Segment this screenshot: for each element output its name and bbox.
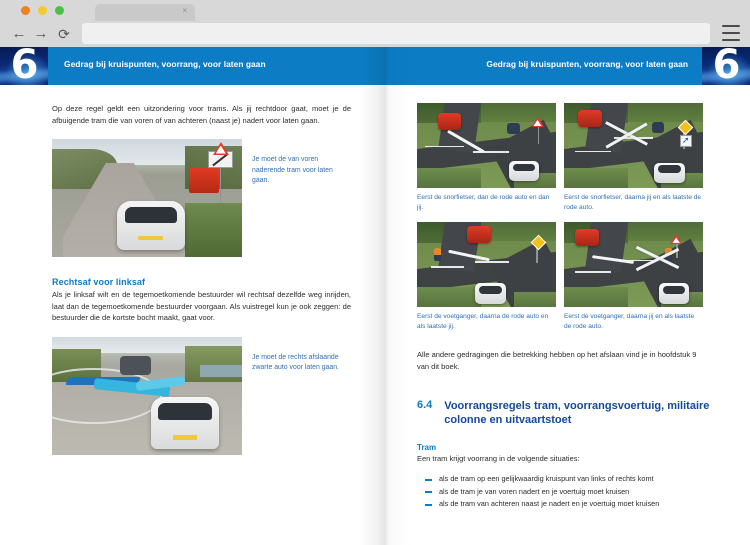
figure-caption-3-wrap: [417, 312, 556, 331]
red-car-icon: [467, 226, 491, 243]
browser-chrome: [0, 0, 750, 47]
white-car-icon: [654, 163, 685, 183]
section-number: 6.4: [417, 399, 433, 412]
chapter-number-right: 6: [712, 47, 740, 85]
list-item: als de tram je van voren nadert en je voertuig moet kruisen: [439, 486, 710, 499]
running-head-left: [0, 47, 375, 85]
white-car-icon: [475, 283, 506, 303]
figure-caption-2-wrap: [252, 337, 351, 455]
section-title: Voorrangsregels tram, voorrangsvoertuig, militaire colonne en uitvaartstoet: [444, 399, 710, 426]
chapter-number-left: 6: [10, 47, 38, 85]
figure-cell-1: [417, 103, 556, 212]
figure-caption: Eerst de snorfietser, dan de rode auto en dan jij.: [417, 194, 550, 211]
mandatory-direction-sign-icon: [680, 135, 692, 147]
figure-caption-1-wrap: [417, 193, 556, 212]
maximize-window-button[interactable]: [55, 6, 64, 15]
intro-paragraph: Op deze regel geldt een uitzondering voor trams. Als jij rechtdoor gaat, moet je de afbuigende tram die van voren of van achteren (naast je) nadert voor laten gaan.: [52, 104, 351, 125]
list-item: als de tram van achteren naast je nadert en je voertuig moet kruisen: [439, 498, 710, 511]
chapter-badge-right: [702, 47, 750, 85]
white-car-icon: [509, 161, 540, 181]
figure-caption-2: Je moet de rechts afslaande zwarte auto voor laten gaan.: [252, 353, 339, 372]
section-heading-6-4: [417, 399, 710, 427]
photo-street-white-car-tram: [52, 139, 242, 257]
list-item: als de tram op een gelijkwaardig kruispunt van links of rechts komt: [439, 473, 710, 486]
reload-icon[interactable]: ⟳: [58, 26, 70, 42]
back-icon[interactable]: ←: [11, 25, 27, 42]
address-bar[interactable]: [82, 23, 710, 44]
yield-sign-icon: [670, 234, 682, 244]
white-car-icon: [117, 201, 185, 251]
red-car-icon: [578, 110, 602, 127]
figure-cell-2: [564, 103, 703, 212]
hamburger-menu-icon[interactable]: [722, 25, 740, 41]
photo-intersection-pedestrian-2: [564, 222, 703, 307]
subsection-heading: Rechtsaf voor linksaf: [52, 277, 146, 288]
pedestrian-icon: [434, 248, 441, 262]
dark-car-icon: [120, 356, 150, 375]
figure-caption-4-wrap: [564, 312, 703, 331]
figure-grid: [417, 103, 710, 331]
moped-rider-icon: [507, 123, 520, 134]
section-paragraph: Als je linksaf wilt en de tegemoetkomende bestuurder wil rechtsaf dezelfde weg inrijden, laat dan de tegemoetkomende bestuurder voorgaan. Als vuistregel kun je ook zeggen: de bestuurder die de kortste bocht maakt, gaat voor.: [52, 290, 351, 323]
figure-cell-4: [564, 222, 703, 331]
minimize-window-button[interactable]: [38, 6, 47, 15]
figure-caption: Eerst de snorfietser, daarna jij en als laatste de rode auto.: [564, 194, 702, 211]
photo-intersection-moped-1: [417, 103, 556, 188]
figure-caption-1-wrap: [252, 139, 351, 257]
right-page: [375, 85, 750, 545]
red-car-icon: [438, 113, 462, 130]
subsection-lead: Een tram krijgt voorrang in de volgende situaties:: [417, 453, 580, 463]
subsection-heading-tram: Tram: [417, 442, 437, 452]
window-controls: [21, 6, 64, 15]
white-car-icon: [659, 283, 690, 303]
tram-priority-bullet-list: [417, 473, 710, 511]
running-head-left-text: Gedrag bij kruispunten, voorrang, voor laten gaan: [64, 59, 266, 69]
url-input[interactable]: [82, 23, 710, 44]
figure-caption: Eerst de voetganger, daarna de rode auto en als laatste jij.: [417, 313, 549, 330]
figure-caption: Eerst de voetganger, daarna jij en als laatste de rode auto.: [564, 313, 695, 330]
figure-caption-2-wrap: [564, 193, 703, 212]
tab-strip: [0, 0, 750, 20]
figure-block-2: [52, 337, 351, 455]
closing-paragraph: Alle andere gedragingen die betrekking hebben op het afslaan vind je in hoofdstuk 9 van dit boek.: [417, 350, 697, 371]
close-window-button[interactable]: [21, 6, 30, 15]
moped-rider-icon: [652, 122, 665, 133]
forward-icon[interactable]: →: [33, 25, 49, 42]
running-head-right-text: Gedrag bij kruispunten, voorrang, voor laten gaan: [486, 59, 688, 69]
left-page: [0, 85, 375, 545]
figure-cell-3: [417, 222, 556, 331]
photo-intersection-pedestrian-1: [417, 222, 556, 307]
photo-road-blue-arrows: [52, 337, 242, 455]
navigation-bar: [0, 20, 750, 47]
white-car-icon-2: [151, 397, 219, 449]
photo-intersection-moped-2: [564, 103, 703, 188]
chapter-badge-left: [0, 47, 48, 85]
close-tab-icon[interactable]: ×: [182, 6, 187, 15]
red-car-icon: [575, 229, 599, 246]
yield-sign-icon: [532, 117, 544, 127]
book-spread: [0, 47, 750, 545]
running-head-right: [375, 47, 750, 85]
tram-icon: [189, 168, 219, 194]
browser-tab[interactable]: [95, 4, 195, 21]
figure-block-1: [52, 139, 351, 257]
warning-triangle-sign-icon: [213, 142, 229, 155]
figure-caption-1: Je moet de van voren naderende tram voor laten gaan.: [252, 156, 333, 184]
